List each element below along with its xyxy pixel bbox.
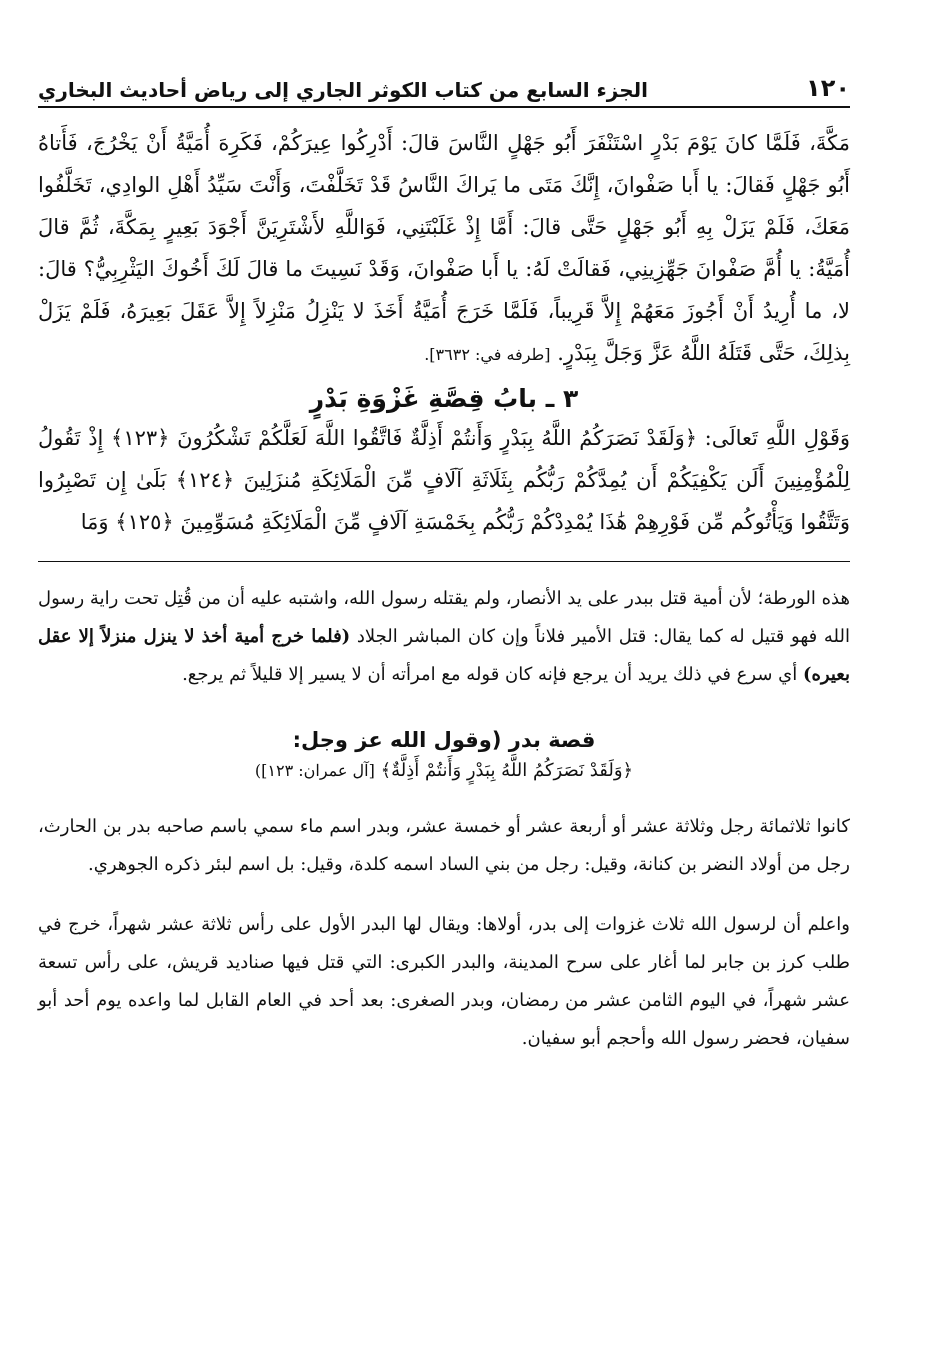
commentary-text-1: هذه الورطة؛ لأن أمية قتل ببدر على يد الأنصار، ولم يقتله رسول الله، واشتبه عليه أن من قُتِل تحت راية رسول الله فهو قتيل له كما يقال: قتل الأمير فلاناً وإن كان المباشر الجلاد (38, 588, 850, 647)
section-ayah (38, 756, 850, 786)
hadith-body: مَكَّةَ، فَلَمَّا كانَ يَوْمَ بَدْرٍ اسْتَنْفَرَ أَبُو جَهْلٍ النَّاسَ قالَ: أَدْرِكُوا عِيرَكُمْ، فَكَرِهَ أُمَيَّةُ أَنْ يَخْرُجَ، فَأَتاهُ أَبُو جَهْلٍ فَقالَ: يا أَبا صَفْوانَ، إِنَّكَ مَتَى ما يَراكَ النَّاسُ قَدْ تَخَلَّفْتَ، وَأَنْتَ سَيِّدُ أَهْلِ الوادِي، تَخَلَّفُوا مَعَكَ، فَلَمْ يَزَلْ بِهِ أَبُو جَهْلٍ حَتَّى قالَ: أَمَّا إِذْ غَلَبْتَنِي، فَوَاللَّهِ لأَشْتَرِيَنَّ أَجْوَدَ بَعِيرٍ بِمَكَّةَ، ثُمَّ قالَ أُمَيَّةُ: يا أُمَّ صَفْوانَ جَهِّزِينِي، فَقالَتْ لَهُ: يا أَبا صَفْوانَ، وَقَدْ نَسِيتَ ما قالَ لَكَ أَخُوكَ اليَثْرِبِيُّ؟ قالَ: لا، ما أُرِيدُ أَنْ أَجُوزَ مَعَهُمْ إِلاَّ قَرِيباً، فَلَمَّا خَرَجَ أُمَيَّةُ أَخَذَ لا يَنْزِلُ مَنْزِلاً إِلاَّ عَقَلَ بَعِيرَهُ، فَلَمْ يَزَلْ بِذلِكَ، حَتَّى قَتَلَهُ اللَّهُ عَزَّ وَجَلَّ بِبَدْرٍ. (38, 131, 850, 365)
hadith-reference: [طرفه في: ٣٦٣٢]. (424, 345, 551, 364)
paragraph-badr-name: كانوا ثلاثمائة رجل وثلاثة عشر أو أربعة عشر أو خمسة عشر، وبدر اسم ماء سمي باسم صاحبه بدر بن الحارث، رجل من أولاد النضر بن كنانة، وقيل: رجل من بني الساد اسمه كلدة، وقيل: بل اسم لبئر ذكره الجوهري. (38, 816, 850, 875)
running-title: الجزء السابع من كتاب الكوثر الجاري إلى رياض أحاديث البخاري (38, 78, 648, 102)
footnote-divider (38, 561, 850, 562)
page-header (38, 58, 850, 108)
section-ayah-ref: [آل عمران: ١٢٣]) (254, 761, 375, 780)
book-page (38, 58, 850, 1058)
section-title: قصة بدر (وقول الله عز وجل: (292, 728, 596, 752)
commentary (38, 580, 850, 694)
chapter-title: ٣ ـ بابُ قِصَّةِ غَزْوَةِ بَدْرٍ (309, 384, 579, 413)
hadith-text (38, 122, 850, 376)
commentary-bold-quote: (فلما خرج أمية أخذ لا ينزل منزلاً إلا عقل بعيره) (38, 626, 850, 685)
paragraph-three-battles: واعلم أن لرسول الله ثلاث غزوات إلى بدر، أولاها: ويقال لها البدر الأول على رأس ثلاثة عشر شهراً، خرج في طلب كرز بن جابر لما أغار على سرح المدينة، والبدر الكبرى: التي قتل فيها صناديد قريش، على رأس تسعة عشر شهراً، في اليوم الثامن عشر من رمضان، وبدر الصغرى: بعد أحد في العام القابل لما واعده يوم أحد أبو سفيان، فحضر رسول الله وأحجم أبو سفيان. (38, 914, 850, 1049)
section-ayah-text: ﴿وَلَقَدْ نَصَرَكُمُ اللَّهُ بِبَدْرٍ وَأَنتُمْ أَذِلَّةٌ﴾ (380, 760, 634, 781)
commentary-text-2: أي سرع في ذلك يريد أن يرجع فإنه كان قوله مع امرأته أن لا يسير إلا قليلاً ثم يرجع. (182, 664, 798, 685)
chapter-verses: وَقَوْلِ اللَّهِ تَعالَى: ﴿وَلَقَدْ نَصَرَكُمُ اللَّهُ بِبَدْرٍ وَأَنتُمْ أَذِلَّةٌ فَاتَّقُوا اللَّهَ لَعَلَّكُمْ تَشْكُرُونَ ﴿١٢٣﴾ إِذْ تَقُولُ لِلْمُؤْمِنِينَ أَلَن يَكْفِيَكُمْ أَن يُمِدَّكُمْ رَبُّكُم بِثَلَاثَةِ آلَافٍ مِّنَ الْمَلَائِكَةِ مُنزَلِينَ ﴿١٢٤﴾ بَلَىٰ إِن تَصْبِرُوا وَتَتَّقُوا وَيَأْتُوكُم مِّن فَوْرِهِمْ هَٰذَا يُمْدِدْكُمْ رَبُّكُم بِخَمْسَةِ آلَافٍ مِّنَ الْمَلَائِكَةِ مُسَوِّمِينَ ﴿١٢٥﴾ وَمَا (38, 426, 850, 534)
page-number: ١٢٠ (806, 74, 850, 102)
